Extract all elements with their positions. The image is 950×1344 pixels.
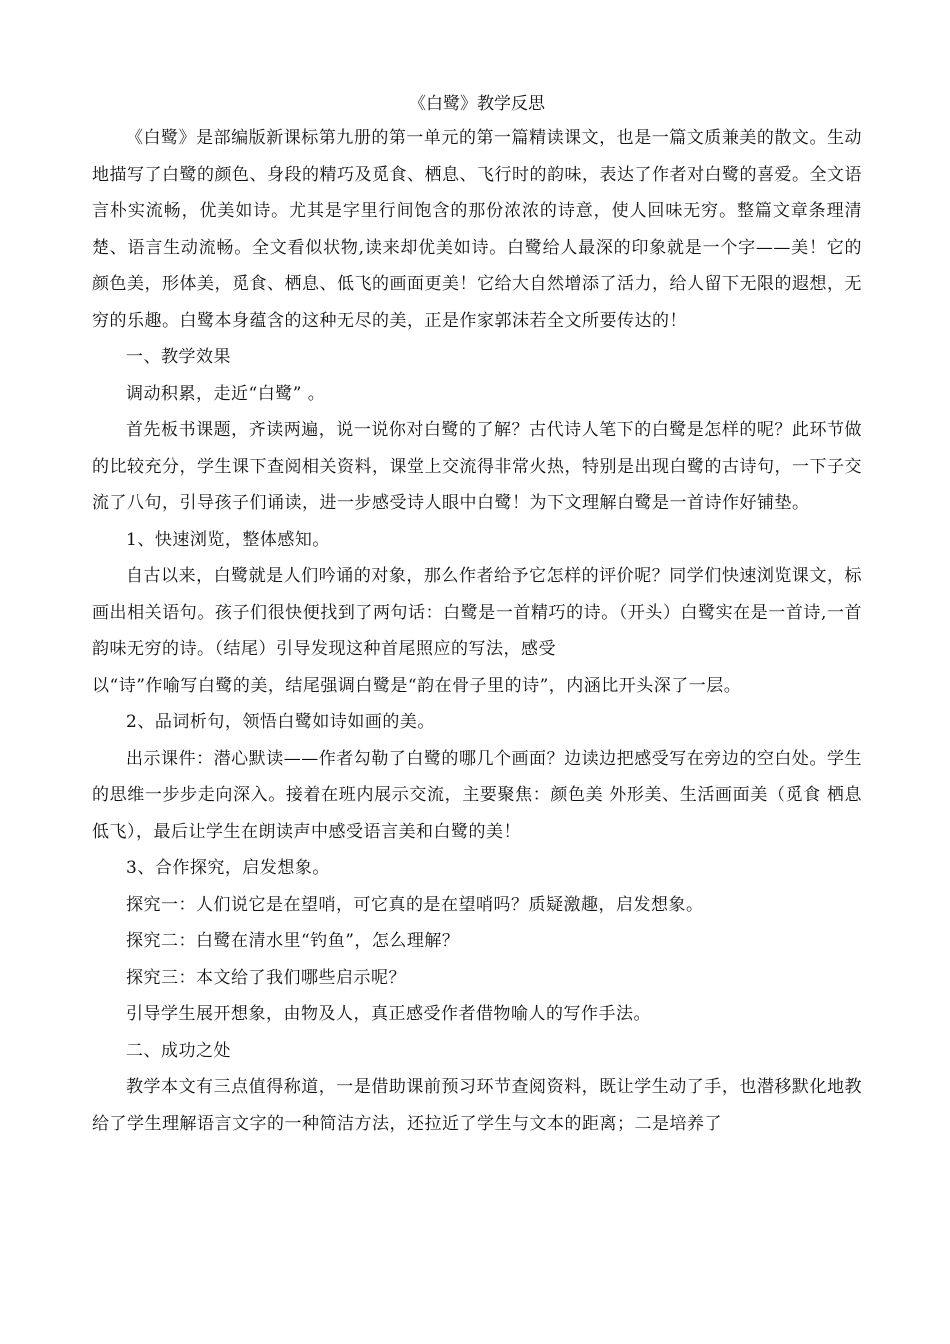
subheading-quick-browse: 1、快速浏览，整体感知。 (126, 529, 330, 550)
paragraph-courseware: 出示课件：潜心默读——作者勾勒了白鹭的哪几个画面？边读边把感受写在旁边的空白处。学生的思维一步步走向深入。接着在班内展示交流，主要聚焦：颜色美 外形美、生活画面美（觅食 栖息 低飞），最后让学生在朗读声中感受语言美和白鹭的美！ (92, 748, 862, 842)
paragraph-poem-metaphor: 以“诗”作喻写白鹭的美，结尾强调白鹭是“韵在骨子里的诗”，内涵比开头深了一层。 (92, 675, 742, 696)
paragraph-board-title: 首先板书课题，齐读两遍，说一说你对白鹭的了解？古代诗人笔下的白鹭是怎样的呢？此环节做的比较充分，学生课下查阅相关资料，课堂上交流得非常火热，特别是出现白鹭的古诗句，一下子交流了八句，引导孩子们诵读，进一步感受诗人眼中白鹭！为下文理解白鹭是一首诗作好铺垫。 (92, 420, 862, 513)
paragraph-guide-imagination: 引导学生展开想象，由物及人，真正感受作者借物喻人的写作手法。 (126, 1004, 651, 1024)
paragraph-accumulate: 调动积累，走近“白鹭” 。 (126, 383, 326, 404)
section-heading-teaching-effect: 一、教学效果 (126, 347, 231, 367)
document-page (92, 88, 862, 1142)
section-heading-successes: 二、成功之处 (126, 1040, 231, 1061)
paragraph-inquiry-three: 探究三：本文给了我们哪些启示呢？ (126, 967, 406, 988)
paragraph-inquiry-one: 探究一：人们说它是在望哨，可它真的是在望哨吗？质疑激趣，启发想象。 (126, 894, 704, 915)
subheading-cooperative-inquiry: 3、合作探究，启发想象。 (126, 858, 330, 878)
paragraph-inquiry-two: 探究二：白鹭在清水里“钓鱼”，怎么理解？ (126, 931, 460, 951)
paragraph-since-ancient: 自古以来，白鹭就是人们吟诵的对象，那么作者给予它怎样的评价呢？同学们快速浏览课文，标画出相关语句。孩子们很快便找到了两句话：白鹭是一首精巧的诗。（开头）白鹭实在是一首诗,一首韵味无穷的诗。（结尾）引导发现这种首尾照应的写法，感受 (92, 566, 862, 659)
paragraph-three-points: 教学本文有三点值得称道，一是借助课前预习环节查阅资料，既让学生动了手，也潜移默化地教给了学生理解语言文字的一种简洁方法，还拉近了学生与文本的距离；二是培养了 (92, 1077, 862, 1134)
paragraph-intro: 《白鹭》是部编版新课标第九册的第一单元的第一篇精读课文，也是一篇文质兼美的散文。生动地描写了白鹭的颜色、身段的精巧及觅食、栖息、飞行时的韵味，表达了作者对白鹭的喜爱。全文语言朴实流畅，优美如诗。尤其是字里行间饱含的那份浓浓的诗意，使人回味无穷。整篇文章条理清楚、语言生动流畅。全文看似状物,读来却优美如诗。白鹭给人最深的印象就是一个字——美！它的颜色美，形体美，觅食、栖息、低飞的画面更美！它给大自然增添了活力，给人留下无限的遐想，无穷的乐趣。白鹭本身蕴含的这种无尽的美，正是作家郭沫若全文所要传达的！ (92, 128, 862, 331)
subheading-word-analysis: 2、品词析句，领悟白鹭如诗如画的美。 (126, 712, 435, 732)
document-title: 《白鹭》教学反思 (409, 94, 545, 114)
